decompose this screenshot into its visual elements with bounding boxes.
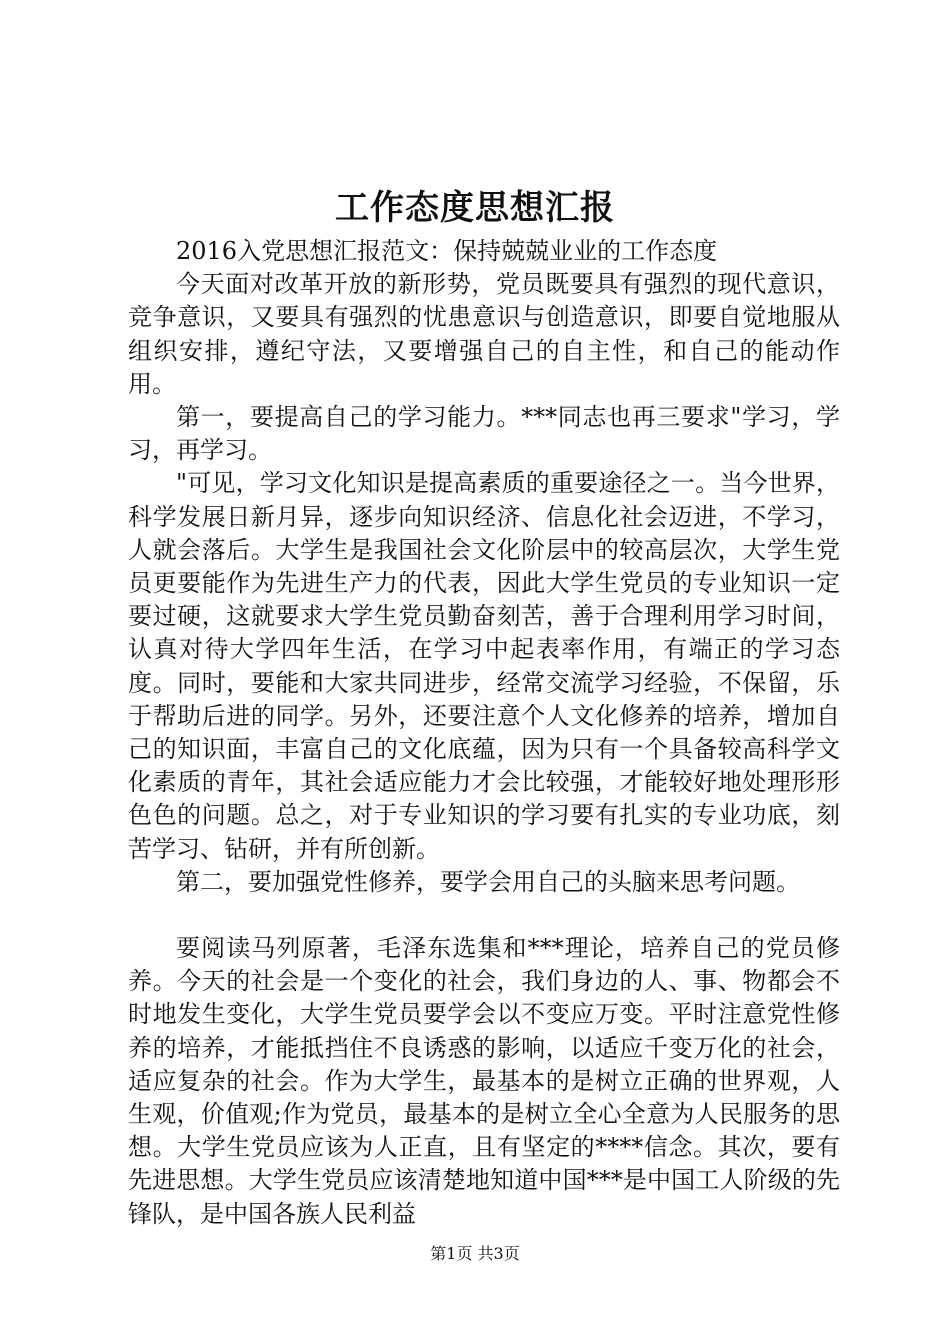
body-paragraph: 要阅读马列原著，毛泽东选集和***理论，培养自己的党员修养。今天的社会是一个变化的社会，我们身边的人、事、物都会不时地发生变化，大学生党员要学会以不变应万变。平时注意党性修养的培养，才能抵挡住不良诱惑的影响，以适应千变万化的社会，适应复杂的社会。作为大学生，最基本的是树立正确的世界观，人生观，价值观;作为党员，最基本的是树立全心全意为人民服务的思想。大学生党员应该为人正直，且有坚定的****信念。其次，要有先进思想。大学生党员应该清楚地知道中国***是中国工人阶级的先锋队，是中国各族人民利益: [128, 934, 840, 1228]
body-paragraph: "可见，学习文化知识是提高素质的重要途径之一。当今世界，科学发展日新月异，逐步向知识经济、信息化社会迈进，不学习，人就会落后。大学生是我国社会文化阶层中的较高层次，大学生党员更要能作为先进生产力的代表，因此大学生党员的专业知识一定要过硬，这就要求大学生党员勤奋刻苦，善于合理利用学习时间，认真对待大学四年生活，在学习中起表率作用，有端正的学习态度。同时，要能和大家共同进步，经常交流学习经验，不保留，乐于帮助后进的同学。另外，还要注意个人文化修养的培养，增加自己的知识面，丰富自己的文化底蕴，因为只有一个具备较高科学文化素质的青年，其社会适应能力才会比较强，才能较好地处理形形色色的问题。总之，对于专业知识的学习要有扎实的专业功底，刻苦学习、钻研，并有所创新。: [128, 469, 840, 863]
page-footer: 第1页 共3页: [430, 1244, 520, 1263]
subtitle-paragraph: 2016入党思想汇报范文：保持兢兢业业的工作态度: [176, 237, 718, 265]
body-paragraph: 第一，要提高自己的学习能力。***同志也再三要求"学习，学习，再学习。: [128, 403, 840, 465]
body-paragraph: 第二，要加强党性修养，要学会用自己的头脑来思考问题。: [176, 867, 800, 896]
document-title: 工作态度思想汇报: [335, 188, 615, 228]
document-body: [128, 235, 840, 1231]
body-paragraph: 今天面对改革开放的新形势，党员既要具有强烈的现代意识，竞争意识，又要具有强烈的忧患意识与创造意识，即要自觉地服从组织安排，遵纪守法，又要增强自己的自主性，和自己的能动作用。: [128, 270, 840, 398]
